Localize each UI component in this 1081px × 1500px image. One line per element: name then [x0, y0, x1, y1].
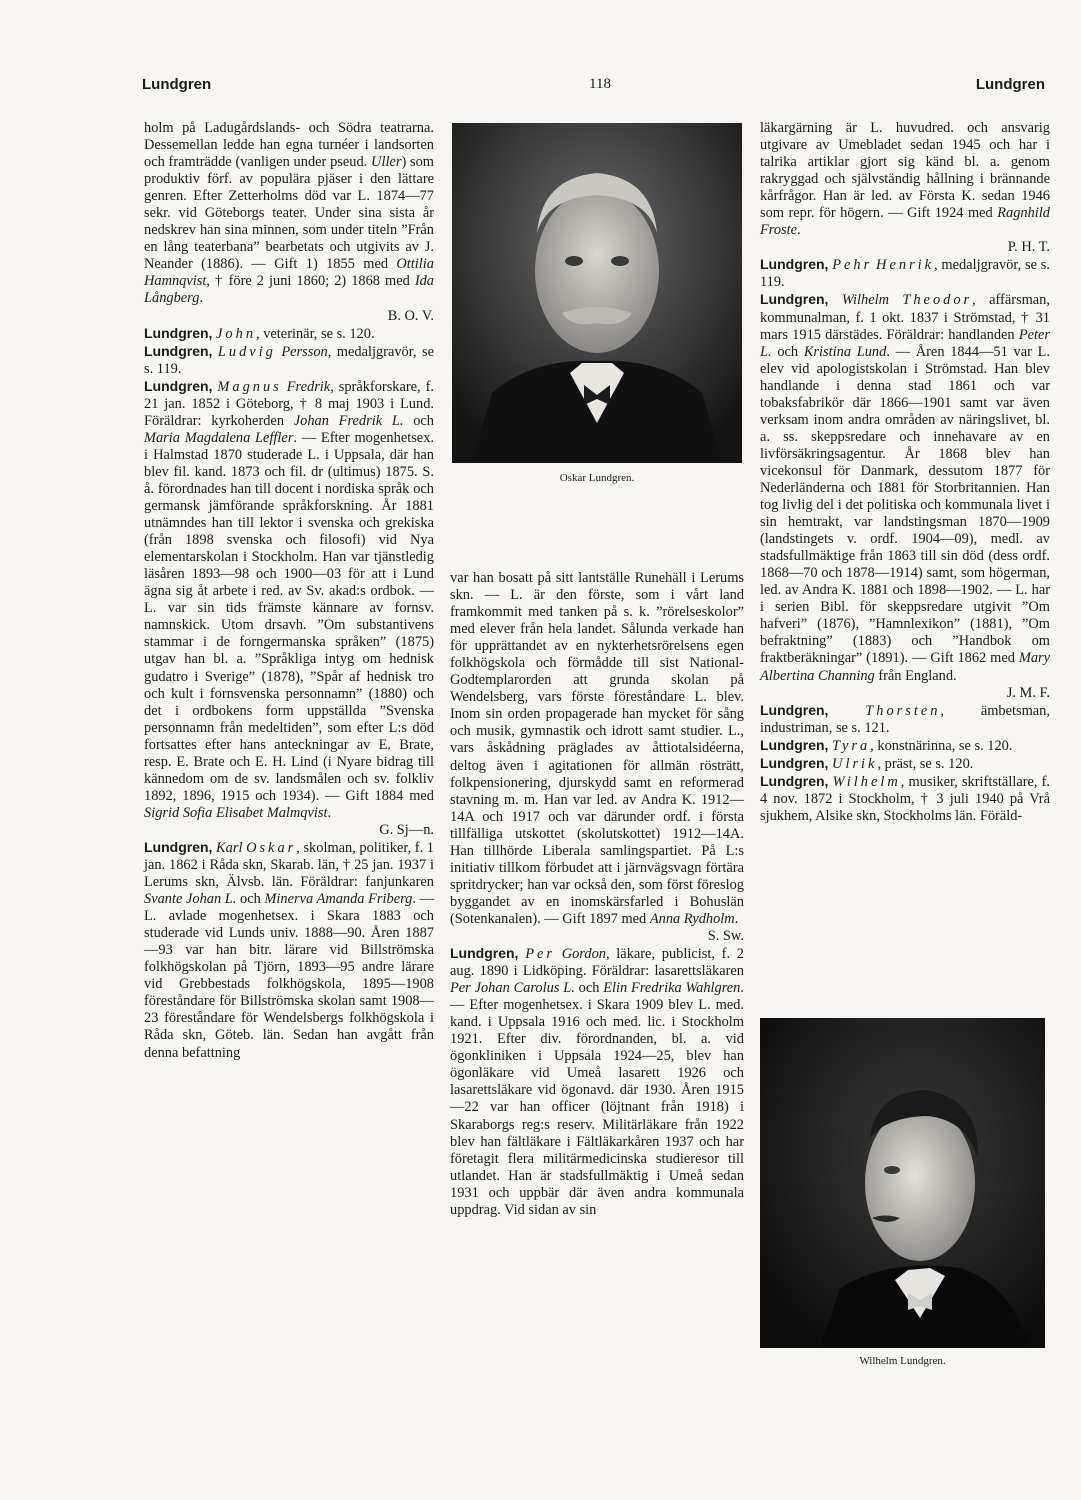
signature: G. Sj—n.: [379, 821, 434, 838]
entry-tyra: Lundgren, Tyra, konstnärinna, se s. 120.: [760, 736, 1013, 754]
entry-thorsten: Lundgren, Thorsten, ämbetsman, industriman, se s. 121.: [760, 701, 1050, 736]
running-head-left: Lundgren: [142, 76, 212, 93]
page-number: 118: [589, 76, 611, 92]
signature: S. Sw.: [707, 927, 744, 944]
entry-oskar: Lundgren, Karl Oskar, skolman, politiker, f. 1 jan. 1862 i Råda skn, Skarab. län, † 25 jan. 1937 i Lerums skn, Älvsb. län. Föräldrar: fanjunkaren Svante Johan L. och Minerva Amanda Friberg. — L. avlade mogenhetsex. i Skara 1883 och studerade vid Lunds univ. 1888—90. Åren 1887—93 var han bitr. lärare vid Billströmska folkhögskolan på Tjörn, 1893—95 andre lärare vid Grebbestads folkhögskola, 1895—1908 föreståndare för Billströmska skolan samt 1908—23 föreståndare för Wendelsbergs folkhögskola i Råda skn, Göteb. län. Sedan han avgått från denna befattning: [144, 838, 434, 1061]
entry-oskar-continued: var han bosatt på sitt lantställe Runehäll i Lerums skn. — L. är den förste, som i vårt land framkommit med tanken på s. k. ”rörelseskolor” med elever från hela landet. Sålunda verkade han för upprättandet av en nykterhetsrörelsens egen folkhögskola och förmådde till sist National-Godtemplarorden att grunda skolan på Wendelsberg, vars förste föreståndare L. blev. Inom sin orden propagerade han mycket för sång och musik, gymnastik och idrott samt studier. L., vars åskådning präglades av åttiotalsidéerna, deltog även i agitationen för allmän rösträtt, folkpensionering, djurskydd samt en reformerad stavning m. m. Han var led. av Andra K. 1912—14A och 1917 och var därunder ordf. i första tillfälliga utskottet (skolutskottet) 1912—14A. Han tillhörde Liberala samlingspartiet. På L:s initiativ tillkom förbudet att i järnvägsvagn förtära spritdrycker; han var också den, som först föreslog byggandet av en inomskärsfarled i Bohuslän (Sotenkanalen). — Gift 1897 med Anna Rydholm. S. Sw.: [450, 570, 744, 944]
entry-continuation: holm på Ladugårdslands- och Södra teatrarna. Dessemellan ledde han egna turnéer i landsorten och framträdde (vanligen under pseud. Uller) som produktiv förf. av populära pjäser i den lättare genren. Efter Zetterholms död var L. 1874—77 sekr. vid Göteborgs teater. Under sina sista år nedskrev han sina minnen, som under titeln ”Från en lång teaterbana” bearbetats och utgivits av J. Neander (1886). — Gift 1) 1855 med Ottilia Hamnqvist, † före 2 juni 1860; 2) 1868 med Ida Långberg. B. O. V.: [144, 120, 434, 324]
portrait-oskar-lundgren: [452, 123, 742, 463]
caption-wilhelm: Wilhelm Lundgren.: [859, 1355, 946, 1367]
entry-ulrik: Lundgren, Ulrik, präst, se s. 120.: [760, 754, 974, 772]
entry-wilhelm-theodor: Lundgren, Wilhelm Theodor, affärsman, kommunalman, f. 1 okt. 1837 i Strömstad, † 31 mars 1915 därstädes. Föräldrar: handlanden Peter L. och Kristina Lund. — Åren 1844—51 var L. elev vid apologistskolan i Strömstad. Han blev handlande i denna stad 1861 och var tobaksfabrikör där 1866—1901 samt var även verksam inom andra områden av näringslivet, bl. a. ss. skeppsredare och innehavare av en livförsäkringsagentur. År 1868 blev han vicekonsul för Danmark, dessutom 1877 för Nederländerna och 1881 för Storbritannien. Han tog livlig del i det politiska och kommunala livet i sin hemtrakt, var landstingsman 1870—1909 (landstingets v. ordf. 1904—09), medl. av stadsfullmäktige från 1863 till sin död (dess ordf. 1868—70 och 1878—1914) samt, som högerman, led. av Andra K. 1881 och 1898—1902. — L. har i serien Bibl. för skeppsredare utgivit ”Om hafveri” (1876), ”Hamnlexikon” (1881), ”Om befraktning” (1883) och ”Handbok om fraktberäkningar” (1891). — Gift 1862 med Mary Albertina Channing från England. J. M. F.: [760, 291, 1050, 701]
caption-oskar: Oskar Lundgren.: [559, 472, 635, 484]
entry-per-gordon-continued: läkargärning är L. huvudred. och ansvarig utgivare av Umebladet sedan 1945 och har i talrika artiklar gjort sig känd bl. a. genom rakryggad och självständig hållning i brännande kårfrågor. Han är led. av Första K. sedan 1946 som repr. för högern. — Gift 1924 med Ragnhild Froste. P. H. T.: [760, 120, 1050, 256]
running-head-right: Lundgren: [975, 76, 1045, 93]
column-2: [450, 570, 744, 1219]
column-1: [144, 120, 434, 1062]
portrait-wilhelm-image: [760, 1018, 1045, 1348]
signature: B. O. V.: [387, 307, 434, 324]
entry-pehr-henrik: Lundgren, Pehr Henrik, medaljgravör, se s. 119.: [760, 256, 1050, 291]
entry-magnus: Lundgren, Magnus Fredrik, språkforskare, f. 21 jan. 1852 i Göteborg, † 8 maj 1903 i Lund. Föräldrar: kyrkoherden Johan Fredrik L. och Maria Magdalena Leffler. — Efter mogenhetsex. i Halmstad 1870 studerade L. i Uppsala, där han blev fil. kand. 1873 och fil. dr (ultimus) 1875. S. å. förordnades han till docent i nordiska språk och germansk jämförande språkforskning. År 1881 utnämndes han till lektor i svenska och grekiska (från 1898 svenska och filosofi) vid Nya elementarskolan i Stockholm. Han var tjänstledig läsåren 1893—98 och 1900—03 för att i Lund ägna sig åt arbete i red. av Sv. akad:s ordbok. — L. var sin tids främste kännare av fornsv. namnskick. Utom drsavh. ”Om substantivens stammar i de forngermanska språken” (1875) utgav han bl. a. ”Språkliga intyg om hednisk gudatro i Sverige” (1878), ”Spår af hednisk tro och kult i fornsvenska personnamn” (1880) och det i ordbokens form uppställda ”Svenska personnamn från medeltiden”, som efter L:s död fortsattes efter hans anteckningar av E. Brate, resp. E. Brate och E. H. Lind (i Nyare bidrag till kännedom om de sv. landsmålen och sv. folkliv 1892, 1896, 1915 och 1934). — Gift 1884 med Sigrid Sofia Elisabet Malmqvist. G. Sj—n.: [144, 377, 434, 838]
signature: J. M. F.: [1006, 684, 1050, 701]
portrait-wilhelm-lundgren: [760, 1018, 1045, 1348]
page-header: [0, 76, 1081, 100]
entry-ludvig: Lundgren, Ludvig Persson, medaljgravör, se s. 119.: [144, 342, 434, 377]
entry-john: Lundgren, John, veterinär, se s. 120.: [144, 324, 375, 342]
column-3: [760, 120, 1050, 825]
entry-wilhelm: Lundgren, Wilhelm, musiker, skriftställare, f. 4 nov. 1872 i Stockholm, † 3 juli 1940 på Vrå sjukhem, Alsike skn, Stockholms län. Föräld-: [760, 772, 1050, 824]
portrait-oskar-image: [452, 123, 742, 463]
signature: P. H. T.: [1007, 239, 1050, 256]
entry-per-gordon: Lundgren, Per Gordon, läkare, publicist, f. 2 aug. 1890 i Lidköping. Föräldrar: lasarettsläkaren Per Johan Carolus L. och Elin Fredrika Wahlgren. — Efter mogenhetsex. i Skara 1909 blev L. med. kand. i Uppsala 1916 och med. lic. i Stockholm 1921. Efter div. förordnanden, bl. a. vid ögonkliniken i Uppsala 1924—25, blev han ögonläkare vid Umeå lasarett 1926 och lasarettsläkare vid ögonavd. där 1930. Åren 1915—22 var han officer (löjtnant från 1918) i Skaraborgs reg:s reserv. Militärläkare från 1922 blev han fältläkare i Fältläkarkåren 1937 och har företagit flera militärmedicinska studieresor till utlandet. Han är stadsfullmäktig i Umeå sedan 1931 och uppbär där även andra kommunala uppdrag. Vid sidan av sin: [450, 945, 745, 1218]
